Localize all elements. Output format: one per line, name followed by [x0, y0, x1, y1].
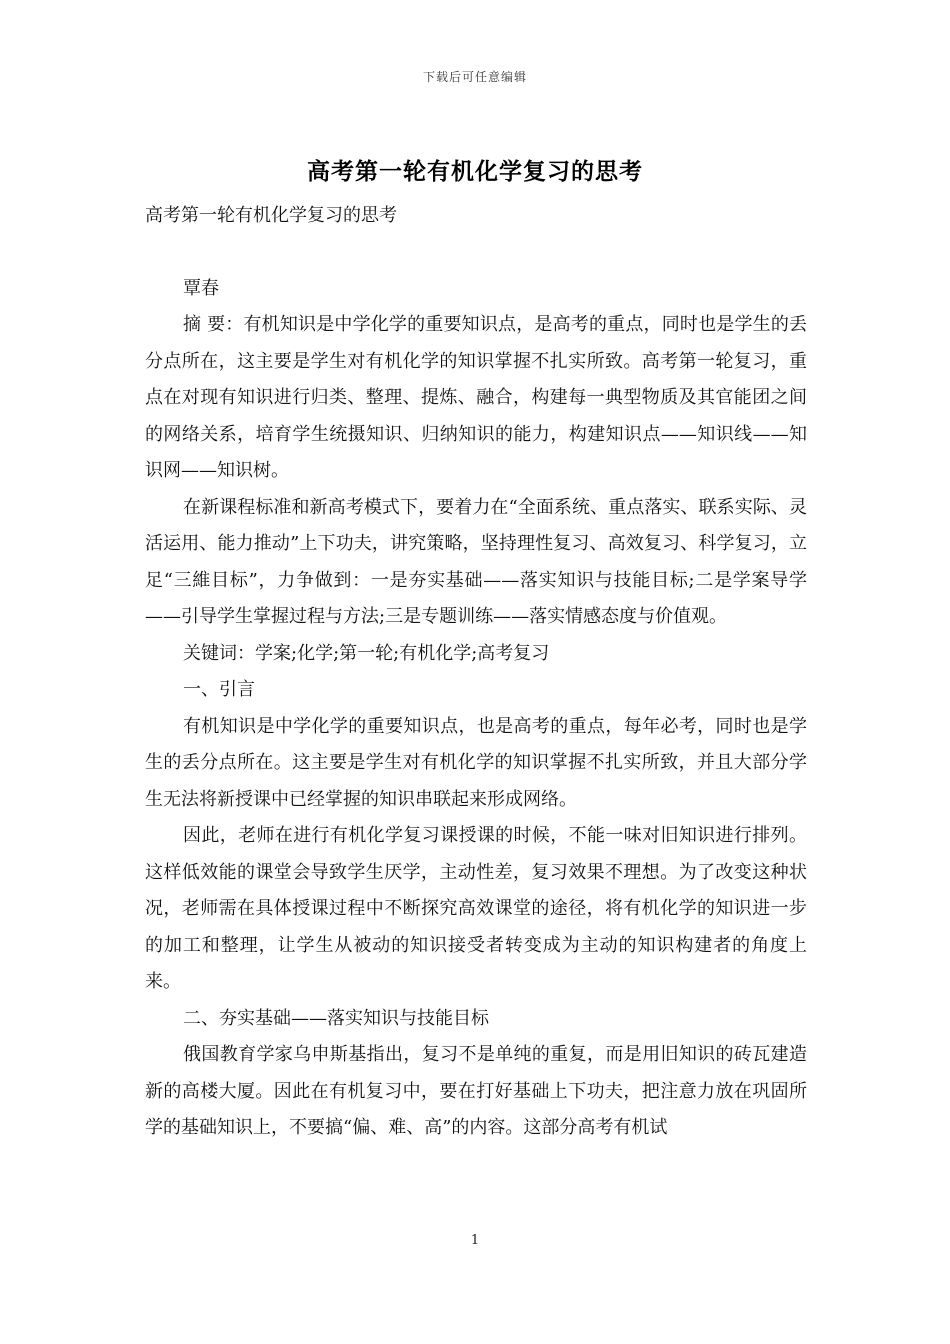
header-note: 下载后可任意编辑 — [422, 70, 527, 84]
abstract-paragraph: 摘 要：有机知识是中学化学的重要知识点，是高考的重点，同时也是学生的丢分点所在，这主要是学生对有机化学的知识掌握不扎实所致。高考第一轮复习，重点在对现有知识进行归类、整理、提炼、融合，构建每一典型物质及其官能团之间的网络关系，培育学生统摄知识、归纳知识的能力，构建知识点——知识线——知识网——知识树。 — [145, 314, 807, 481]
document-title: 高考第一轮有机化学复习的思考 — [307, 158, 643, 185]
section-heading-introduction: 一、引言 — [183, 679, 255, 700]
document-subtitle: 高考第一轮有机化学复习的思考 — [145, 205, 397, 226]
keywords-line: 关键词：学案;化学;第一轮;有机化学;高考复习 — [183, 642, 550, 664]
document-body — [145, 198, 807, 1147]
page-number: 1 — [470, 1233, 480, 1248]
section-heading-foundation: 二、夯实基础——落实知识与技能目标 — [183, 1007, 489, 1029]
body-paragraph: 俄国教育学家乌申斯基指出，复习不是单纯的重复，而是用旧知识的砖瓦建造新的高楼大厦。因此在有机复习中，要在打好基础上下功夫，把注意力放在巩固所学的基础知识上，不要搞“偏、难、高”的内容。这部分高考有机试 — [145, 1044, 807, 1138]
body-paragraph: 因此，老师在进行有机化学复习课授课的时候，不能一味对旧知识进行排列。这样低效能的课堂会导致学生厌学，主动性差，复习效果不理想。为了改变这种状况，老师需在具体授课过程中不断探究高效课堂的途径，将有机化学的知识进一步的加工和整理，让学生从被动的知识接受者转变成为主动的知识构建者的角度上来。 — [145, 825, 807, 992]
author-name: 覃春 — [183, 277, 219, 299]
body-paragraph: 在新课程标准和新高考模式下，要着力在“全面系统、重点落实、联系实际、灵活运用、能力推动”上下功夫，讲究策略，坚持理性复习、高效复习、科学复习，立足“三維目标”，力争做到：一是夯实基础——落实知识与技能目标;二是学案导学——引导学生掌握过程与方法;三是专题训练——落实情感态度与价值观。 — [145, 496, 807, 627]
body-paragraph: 有机知识是中学化学的重要知识点，也是高考的重点，每年必考，同时也是学生的丢分点所在。这主要是学生对有机化学的知识掌握不扎实所致，并且大部分学生无法将新授课中已经掌握的知识串联起来形成网络。 — [145, 715, 807, 810]
